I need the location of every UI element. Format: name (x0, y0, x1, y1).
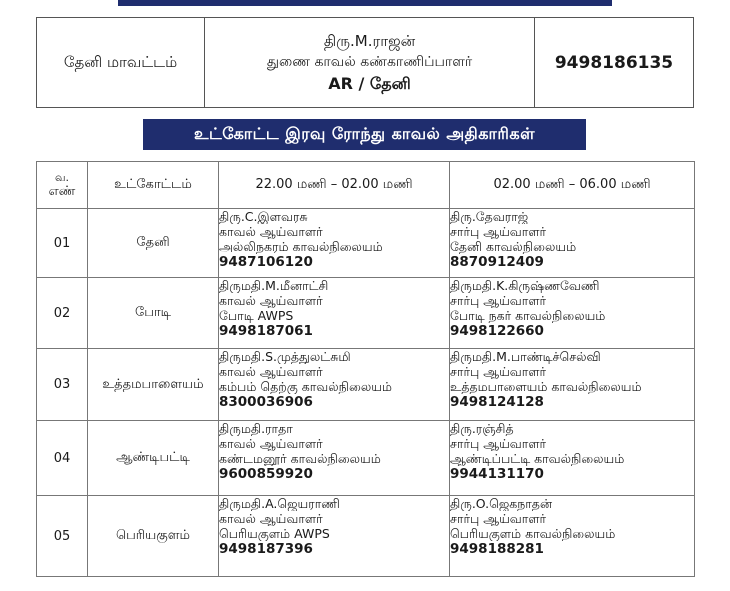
row-subdivision: போடி (88, 278, 219, 349)
shift2-officer (450, 349, 695, 421)
officer-station: அல்லிநகரம் காவல்நிலையம் (219, 239, 383, 254)
officer-station: உத்தமபாளையம் காவல்நிலையம் (450, 379, 642, 394)
shift2-officer (450, 496, 695, 577)
table-header-row (37, 162, 695, 209)
night-patrol-table (36, 161, 695, 577)
col-header-sn-top: வ. (54, 170, 70, 184)
officer-role: காவல் ஆய்வாளர் (219, 436, 323, 451)
officer-station: தேனி காவல்நிலையம் (450, 239, 577, 254)
row-subdivision: தேனி (88, 209, 219, 278)
officer-station: பெரியகுளம் AWPS (219, 526, 330, 541)
section-banner: உட்கோட்ட இரவு ரோந்து காவல் அதிகாரிகள் (143, 119, 586, 150)
officer-role: சார்பு ஆய்வாளர் (450, 224, 547, 239)
col-header-sn-bottom: எண் (48, 183, 76, 199)
officer-name: திரு.ரஞ்சித் (450, 421, 514, 436)
officer-name: திருமதி.M.மீனாட்சி (219, 278, 329, 293)
officer-name: திருமதி.K.கிருஷ்ணவேணி (450, 278, 600, 293)
officer-unit: AR / தேனி (328, 74, 411, 93)
officer-role: சார்பு ஆய்வாளர் (450, 293, 547, 308)
officer-role: சார்பு ஆய்வாளர் (450, 511, 547, 526)
shift2-officer (450, 278, 695, 349)
officer-station: பெரியகுளம் காவல்நிலையம் (450, 526, 616, 541)
col-header-shift1: 22.00 மணி – 02.00 மணி (219, 162, 450, 209)
officer-phone: 9498187396 (219, 541, 313, 557)
officer-role: காவல் ஆய்வாளர் (219, 224, 323, 239)
officer-designation: துணை காவல் கண்காணிப்பாளர் (266, 54, 473, 70)
officer-phone: 8870912409 (450, 254, 544, 270)
row-sn: 02 (37, 278, 88, 349)
shift2-officer (450, 209, 695, 278)
shift2-officer (450, 421, 695, 496)
officer-role: சார்பு ஆய்வாளர் (450, 364, 547, 379)
officer-name: திரு.M.ராஜன் (323, 32, 416, 50)
table-row (37, 496, 695, 577)
officer-name: திருமதி.ராதா (219, 421, 293, 436)
top-banner-bar (118, 0, 612, 6)
officer-phone: 9487106120 (219, 254, 313, 270)
row-sn: 03 (37, 349, 88, 421)
officer-phone: 8300036906 (219, 394, 313, 410)
officer-info (205, 18, 535, 107)
shift1-officer (219, 421, 450, 496)
officer-name: திருமதி.A.ஜெயராணி (219, 496, 340, 511)
district-name: தேனி மாவட்டம் (37, 18, 205, 107)
officer-station: போடி AWPS (219, 308, 294, 323)
officer-name: திரு.C.இளவரசு (219, 209, 308, 224)
officer-phone: 9498186135 (554, 52, 674, 73)
officer-station: போடி நகர் காவல்நிலையம் (450, 308, 606, 323)
officer-phone: 9498188281 (450, 541, 544, 557)
table-row (37, 421, 695, 496)
row-sn: 01 (37, 209, 88, 278)
table-row (37, 278, 695, 349)
officer-name: திருமதி.S.முத்துலட்சுமி (219, 349, 351, 364)
shift1-officer (219, 496, 450, 577)
col-header-sn (37, 162, 88, 209)
row-subdivision: பெரியகுளம் (88, 496, 219, 577)
officer-phone: 9498187061 (219, 323, 313, 339)
officer-name: திரு.தேவராஜ் (450, 209, 529, 224)
col-header-subdivision: உட்கோட்டம் (88, 162, 219, 209)
col-header-shift2: 02.00 மணி – 06.00 மணி (450, 162, 695, 209)
shift1-officer (219, 209, 450, 278)
shift1-officer (219, 278, 450, 349)
officer-role: காவல் ஆய்வாளர் (219, 511, 323, 526)
shift1-officer (219, 349, 450, 421)
row-sn: 05 (37, 496, 88, 577)
officer-role: காவல் ஆய்வாளர் (219, 364, 323, 379)
officer-role: காவல் ஆய்வாளர் (219, 293, 323, 308)
table-row (37, 209, 695, 278)
officer-phone: 9600859920 (219, 466, 313, 482)
officer-station: கண்டமனூர் காவல்நிலையம் (219, 451, 381, 466)
officer-station: கம்பம் தெற்கு காவல்நிலையம் (219, 379, 392, 394)
row-subdivision: ஆண்டிபட்டி (88, 421, 219, 496)
officer-header-table (36, 17, 694, 108)
officer-station: ஆண்டிப்பட்டி காவல்நிலையம் (450, 451, 625, 466)
officer-phone: 9498122660 (450, 323, 544, 339)
officer-phone: 9944131170 (450, 466, 544, 482)
officer-name: திரு.O.ஜெகநாதன் (450, 496, 553, 511)
row-sn: 04 (37, 421, 88, 496)
row-subdivision: உத்தமபாளையம் (88, 349, 219, 421)
officer-phone: 9498124128 (450, 394, 544, 410)
officer-role: சார்பு ஆய்வாளர் (450, 436, 547, 451)
officer-name: திருமதி.M.பாண்டிச்செல்வி (450, 349, 601, 364)
table-row (37, 349, 695, 421)
